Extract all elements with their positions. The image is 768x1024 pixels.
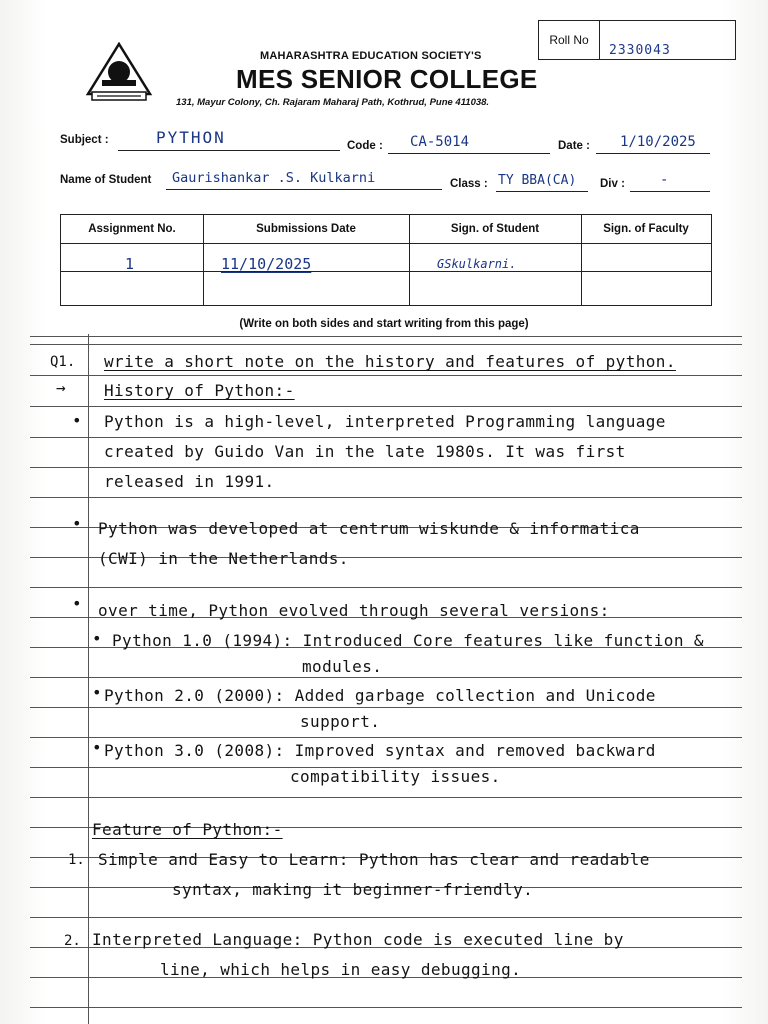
- div-line: [630, 191, 710, 192]
- class-line: [496, 191, 588, 192]
- th-submission-date: Submissions Date: [256, 223, 356, 235]
- ruled-line: [30, 437, 742, 438]
- arrow-icon: →: [56, 378, 66, 397]
- college-emblem: [84, 42, 154, 104]
- history-heading: History of Python:-: [104, 381, 295, 400]
- ruled-line: [30, 797, 742, 798]
- subject-line: [118, 150, 340, 151]
- bullet-icon: •: [72, 594, 82, 613]
- code-line: [388, 153, 550, 154]
- student-line: [166, 189, 442, 190]
- code-label: Code :: [347, 140, 383, 152]
- society-name: MAHARASHTRA EDUCATION SOCIETY'S: [260, 50, 482, 62]
- td-student-sign: GSkulkarni.: [437, 257, 517, 271]
- student-value: Gaurishankar .S. Kulkarni: [172, 170, 376, 186]
- feature-1-line1: Simple and Easy to Learn: Python has clear and readable: [98, 850, 650, 869]
- div-label: Div :: [600, 178, 625, 190]
- bullet-icon: •: [92, 683, 102, 702]
- assignment-table: [60, 214, 712, 306]
- college-address: 131, Mayur Colony, Ch. Rajaram Maharaj Path, Kothrud, Pune 411038.: [176, 97, 490, 108]
- date-label: Date :: [558, 140, 590, 152]
- td-submission-date: 11/10/2025: [221, 255, 312, 273]
- date-line: [596, 153, 710, 154]
- version-2-line2: support.: [300, 712, 381, 731]
- version-2-line1: Python 2.0 (2000): Added garbage collection and Unicode: [104, 686, 656, 705]
- history-p1-line3: released in 1991.: [104, 472, 275, 491]
- table-divider: [61, 243, 711, 244]
- bullet-icon: •: [72, 411, 82, 430]
- question-number: Q1.: [50, 354, 76, 370]
- feature-2-line1: Interpreted Language: Python code is executed line by: [92, 930, 624, 949]
- th-assignment: Assignment No.: [88, 223, 176, 235]
- td-assignment-no: 1: [125, 255, 135, 273]
- feature-2-line2: line, which helps in easy debugging.: [160, 960, 522, 979]
- version-3-line2: compatibility issues.: [290, 767, 501, 786]
- ruled-line: [30, 917, 742, 918]
- ruled-line: [30, 707, 742, 708]
- div-value: -: [660, 172, 669, 188]
- code-value: CA-5014: [410, 134, 470, 150]
- version-1-line1: Python 1.0 (1994): Introduced Core features like function &: [112, 631, 704, 650]
- history-p2-line2: (CWI) in the Netherlands.: [98, 549, 349, 568]
- subject-label: Subject :: [60, 134, 109, 146]
- ruled-line: [30, 467, 742, 468]
- table-divider: [61, 271, 711, 272]
- feature-1-line2: syntax, making it beginner-friendly.: [172, 880, 534, 899]
- version-3-line1: Python 3.0 (2008): Improved syntax and removed backward: [104, 741, 656, 760]
- class-label: Class :: [450, 178, 488, 190]
- student-label: Name of Student: [60, 174, 152, 186]
- bullet-icon: •: [92, 629, 102, 648]
- history-p1-line2: created by Guido Van in the late 1980s. It was first: [104, 442, 626, 461]
- roll-number-label: Roll No: [539, 21, 600, 59]
- version-1-line2: modules.: [302, 657, 383, 676]
- th-student-sign: Sign. of Student: [450, 223, 540, 235]
- history-p2-line1: Python was developed at centrum wiskunde & informatica: [98, 519, 640, 538]
- roll-number-value: 2330043: [609, 43, 671, 58]
- ruled-line: [30, 406, 742, 407]
- ruled-line: [30, 497, 742, 498]
- ruled-line: [30, 587, 742, 588]
- th-faculty-sign: Sign. of Faculty: [603, 223, 689, 235]
- ruled-line: [30, 737, 742, 738]
- ruled-line: [30, 375, 742, 376]
- subject-value: PYTHON: [156, 128, 226, 147]
- feature-2-number: 2.: [64, 933, 81, 949]
- margin-line: [88, 334, 89, 1024]
- bullet-icon: •: [92, 738, 102, 757]
- bullet-icon: •: [72, 514, 82, 533]
- writing-instruction: (Write on both sides and start writing from this page): [239, 318, 529, 330]
- ruled-line: [30, 1007, 742, 1008]
- feature-1-number: 1.: [68, 852, 85, 868]
- history-p3: over time, Python evolved through several versions:: [98, 601, 610, 620]
- history-p1-line1: Python is a high-level, interpreted Programming language: [104, 412, 666, 431]
- class-value: TY BBA(CA): [498, 173, 577, 188]
- ruled-line: [30, 677, 742, 678]
- features-heading: Feature of Python:-: [92, 820, 283, 839]
- college-name: MES SENIOR COLLEGE: [236, 64, 538, 94]
- ruled-line: [30, 336, 742, 337]
- date-value: 1/10/2025: [620, 134, 696, 150]
- question-text: write a short note on the history and features of python.: [104, 352, 676, 371]
- ruled-line: [30, 344, 742, 345]
- roll-number-box: [538, 20, 736, 60]
